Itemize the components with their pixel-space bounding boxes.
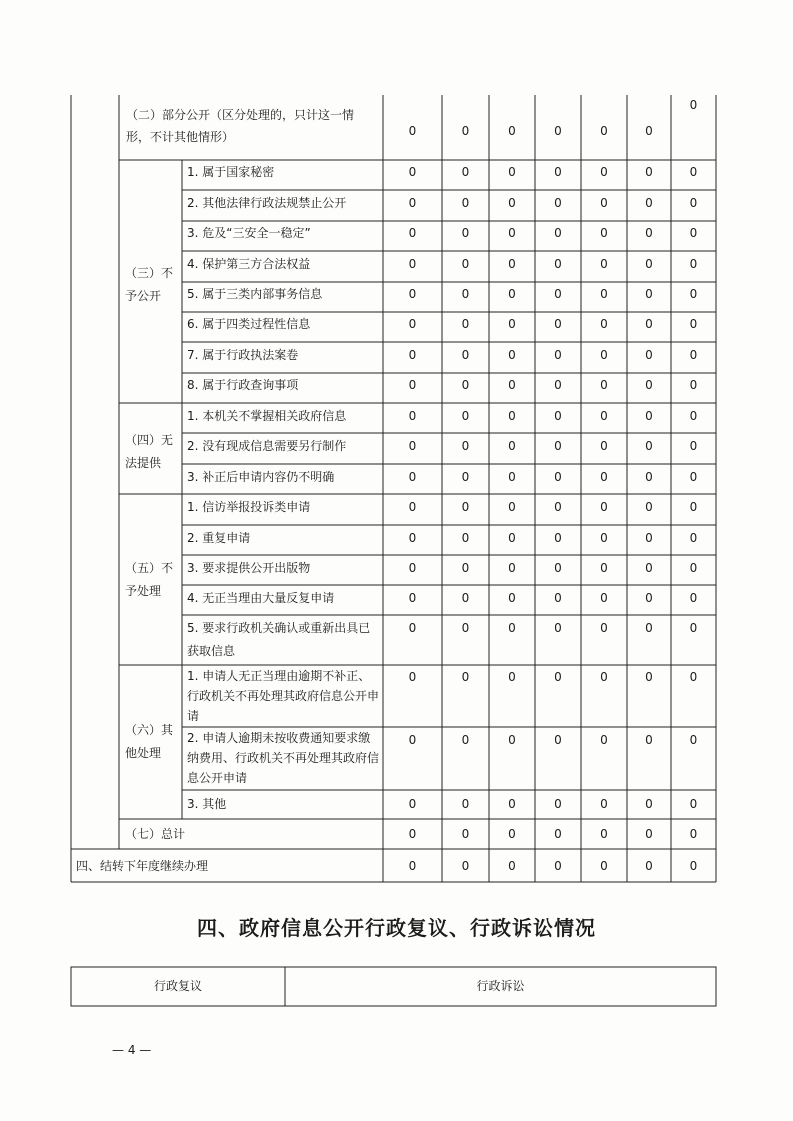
value-cell: 0 (554, 165, 562, 179)
group-label-other-handling: （六）其他处理 (125, 723, 174, 760)
value-cell: 0 (508, 591, 516, 605)
page-number: — 4 — (112, 1043, 152, 1057)
value-cell: 0 (645, 827, 653, 841)
value-cell: 0 (554, 196, 562, 210)
value-cell: 0 (554, 348, 562, 362)
value-cell: 0 (461, 500, 470, 514)
value-cell: 0 (645, 317, 653, 331)
value-cell: 0 (408, 226, 417, 240)
value-cell: 0 (645, 859, 653, 873)
value-cell: 0 (645, 409, 653, 423)
value-cell: 0 (554, 827, 562, 841)
value-cell: 0 (554, 859, 562, 873)
value-cell: 0 (645, 124, 653, 138)
value-cell: 0 (461, 859, 470, 873)
value-cell: 0 (554, 591, 562, 605)
value-cell: 0 (554, 378, 562, 392)
value-cell: 0 (600, 409, 608, 423)
value-cell: 0 (600, 439, 608, 453)
value-cell: 0 (461, 317, 470, 331)
value-cell: 0 (408, 124, 417, 138)
value-cell: 0 (408, 196, 417, 210)
value-cell: 0 (508, 859, 516, 873)
value-cell: 0 (645, 257, 653, 271)
value-cell: 0 (408, 348, 417, 362)
value-cell: 0 (554, 733, 562, 747)
value-cell: 0 (554, 561, 562, 575)
value-cell: 0 (461, 733, 470, 747)
value-cell: 0 (408, 733, 417, 747)
value-cell: 0 (508, 196, 516, 210)
value-cell: 0 (600, 196, 608, 210)
value-cell: 0 (689, 409, 698, 423)
bottom-table-col-reconsideration: 行政复议 (153, 979, 202, 993)
value-cell: 0 (689, 378, 698, 392)
value-cell: 0 (408, 409, 417, 423)
value-cell: 0 (554, 257, 562, 271)
value-cell: 0 (600, 378, 608, 392)
item-label: 1. 申请人无正当理由逾期不补正、行政机关不再处理其政府信息公开申请 (187, 669, 380, 723)
value-cell: 0 (554, 226, 562, 240)
value-cell: 0 (554, 670, 562, 684)
value-cell: 0 (408, 591, 417, 605)
item-label: 5. 属于三类内部事务信息 (187, 287, 323, 301)
value-cell: 0 (461, 409, 470, 423)
value-cell: 0 (554, 531, 562, 545)
value-cell: 0 (408, 257, 417, 271)
value-cell: 0 (461, 165, 470, 179)
value-cell: 0 (508, 317, 516, 331)
value-cell: 0 (408, 859, 417, 873)
value-cell: 0 (600, 287, 608, 301)
value-cell: 0 (645, 165, 653, 179)
value-cell: 0 (461, 670, 470, 684)
value-cell: 0 (408, 378, 417, 392)
value-cell: 0 (689, 257, 698, 271)
value-cell: 0 (645, 500, 653, 514)
value-cell: 0 (408, 165, 417, 179)
value-cell: 0 (408, 827, 417, 841)
value-cell: 0 (600, 670, 608, 684)
item-label: 4. 保护第三方合法权益 (187, 257, 311, 271)
value-cell: 0 (600, 500, 608, 514)
item-label: 2. 没有现成信息需要另行制作 (187, 439, 347, 453)
value-cell: 0 (408, 670, 417, 684)
value-cell: 0 (508, 348, 516, 362)
item-label: 2. 其他法律行政法规禁止公开 (187, 196, 347, 210)
value-cell: 0 (508, 439, 516, 453)
value-cell: 0 (554, 439, 562, 453)
value-cell: 0 (689, 859, 698, 873)
item-label: 3. 补正后申请内容仍不明确 (187, 470, 335, 484)
value-cell: 0 (600, 470, 608, 484)
value-cell: 0 (645, 226, 653, 240)
value-cell: 0 (689, 317, 698, 331)
value-cell: 0 (689, 98, 698, 112)
value-cell: 0 (645, 670, 653, 684)
value-cell: 0 (508, 797, 516, 811)
value-cell: 0 (689, 165, 698, 179)
item-label: 2. 重复申请 (187, 531, 251, 545)
value-cell: 0 (508, 670, 516, 684)
item-label: 8. 属于行政查询事项 (187, 378, 299, 392)
value-cell: 0 (461, 470, 470, 484)
value-cell: 0 (408, 531, 417, 545)
value-cell: 0 (645, 733, 653, 747)
value-cell: 0 (645, 196, 653, 210)
value-cell: 0 (408, 621, 417, 635)
value-cell: 0 (508, 500, 516, 514)
value-cell: 0 (600, 226, 608, 240)
value-cell: 0 (554, 287, 562, 301)
value-cell: 0 (408, 317, 417, 331)
value-cell: 0 (600, 257, 608, 271)
value-cell: 0 (645, 470, 653, 484)
value-cell: 0 (508, 287, 516, 301)
bottom-table-col-litigation: 行政诉讼 (476, 979, 525, 993)
value-cell: 0 (689, 621, 698, 635)
value-cell: 0 (600, 827, 608, 841)
value-cell: 0 (508, 409, 516, 423)
value-cell: 0 (689, 827, 698, 841)
value-cell: 0 (461, 226, 470, 240)
value-cell: 0 (689, 591, 698, 605)
value-cell: 0 (508, 531, 516, 545)
value-cell: 0 (461, 591, 470, 605)
value-cell: 0 (554, 470, 562, 484)
value-cell: 0 (461, 287, 470, 301)
value-cell: 0 (645, 591, 653, 605)
value-cell: 0 (689, 287, 698, 301)
row-label-carry-over: 四、结转下年度继续办理 (76, 859, 209, 873)
value-cell: 0 (508, 621, 516, 635)
value-cell: 0 (689, 500, 698, 514)
value-cell: 0 (600, 591, 608, 605)
value-cell: 0 (645, 797, 653, 811)
item-label: 3. 其他 (187, 797, 227, 811)
item-label: 5. 要求行政机关确认或重新出具已获取信息 (187, 621, 371, 658)
value-cell: 0 (600, 561, 608, 575)
value-cell: 0 (461, 797, 470, 811)
value-cell: 0 (689, 226, 698, 240)
item-label: 1. 本机关不掌握相关政府信息 (187, 409, 347, 423)
group-label-not-processed: （五）不予处理 (125, 561, 174, 598)
value-cell: 0 (508, 378, 516, 392)
value-cell: 0 (689, 733, 698, 747)
value-cell: 0 (645, 378, 653, 392)
item-label: 1. 属于国家秘密 (187, 165, 275, 179)
item-label: 6. 属于四类过程性信息 (187, 317, 311, 331)
value-cell: 0 (461, 124, 470, 138)
value-cell: 0 (461, 561, 470, 575)
group-label-withheld: （三）不予公开 (125, 266, 174, 303)
value-cell: 0 (408, 500, 417, 514)
value-cell: 0 (508, 124, 516, 138)
item-label: 1. 信访举报投诉类申请 (187, 500, 311, 514)
value-cell: 0 (508, 226, 516, 240)
value-cell: 0 (600, 165, 608, 179)
value-cell: 0 (554, 797, 562, 811)
item-label: 7. 属于行政执法案卷 (187, 348, 299, 362)
value-cell: 0 (600, 797, 608, 811)
value-cell: 0 (461, 827, 470, 841)
value-cell: 0 (600, 124, 608, 138)
value-cell: 0 (508, 165, 516, 179)
value-cell: 0 (600, 733, 608, 747)
value-cell: 0 (689, 439, 698, 453)
value-cell: 0 (508, 470, 516, 484)
value-cell: 0 (461, 348, 470, 362)
item-label: 3. 危及“三安全一稳定” (187, 226, 311, 240)
value-cell: 0 (508, 827, 516, 841)
value-cell: 0 (645, 439, 653, 453)
value-cell: 0 (508, 561, 516, 575)
value-cell: 0 (461, 531, 470, 545)
value-cell: 0 (554, 409, 562, 423)
group-label-unable-to-provide: （四）无法提供 (125, 433, 174, 470)
value-cell: 0 (689, 561, 698, 575)
section-heading: 四、政府信息公开行政复议、行政诉讼情况 (197, 916, 596, 940)
value-cell: 0 (600, 621, 608, 635)
value-cell: 0 (461, 257, 470, 271)
value-cell: 0 (461, 621, 470, 635)
value-cell: 0 (408, 470, 417, 484)
value-cell: 0 (600, 348, 608, 362)
value-cell: 0 (600, 317, 608, 331)
value-cell: 0 (645, 348, 653, 362)
value-cell: 0 (508, 257, 516, 271)
value-cell: 0 (600, 531, 608, 545)
value-cell: 0 (508, 733, 516, 747)
value-cell: 0 (689, 470, 698, 484)
item-label: 2. 申请人逾期未按收费通知要求缴纳费用、行政机关不再处理其政府信息公开申请 (187, 731, 380, 785)
row-label-total: （七）总计 (125, 827, 186, 841)
value-cell: 0 (408, 287, 417, 301)
value-cell: 0 (554, 124, 562, 138)
item-label: 3. 要求提供公开出版物 (187, 561, 311, 575)
value-cell: 0 (554, 621, 562, 635)
row-label-partial-public: （二）部分公开（区分处理的，只计这一情形，不计其他情形） (126, 108, 355, 144)
value-cell: 0 (461, 378, 470, 392)
value-cell: 0 (554, 317, 562, 331)
value-cell: 0 (645, 621, 653, 635)
value-cell: 0 (689, 348, 698, 362)
value-cell: 0 (600, 859, 608, 873)
value-cell: 0 (689, 531, 698, 545)
value-cell: 0 (645, 531, 653, 545)
value-cell: 0 (645, 287, 653, 301)
value-cell: 0 (461, 196, 470, 210)
item-label: 4. 无正当理由大量反复申请 (187, 591, 335, 605)
value-cell: 0 (408, 797, 417, 811)
value-cell: 0 (689, 670, 698, 684)
value-cell: 0 (554, 500, 562, 514)
value-cell: 0 (408, 439, 417, 453)
value-cell: 0 (408, 561, 417, 575)
value-cell: 0 (645, 561, 653, 575)
value-cell: 0 (689, 196, 698, 210)
value-cell: 0 (461, 439, 470, 453)
value-cell: 0 (689, 797, 698, 811)
